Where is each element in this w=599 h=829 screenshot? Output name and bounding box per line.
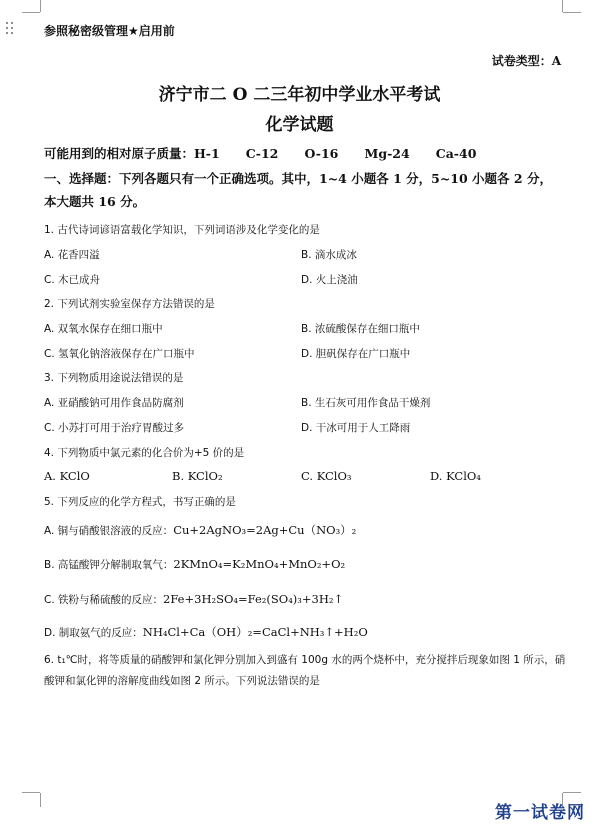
option-d: D. KClO₄ (430, 469, 481, 483)
section-heading: 一、选择题：下列各题只有一个正确选项。其中，1~4 小题各 1 分，5~10 小题各 2 分，本大题共 16 分。 (44, 171, 552, 209)
option-a: A. 亚硝酸钠可用作食品防腐剂 (44, 397, 184, 409)
crop-mark-bottom-left-v (40, 793, 41, 807)
crop-mark-top-right-h (563, 12, 581, 13)
option-b: B. 滴水成冰 (301, 249, 357, 261)
question-stem: 3. 下列物质用途说法错误的是 (44, 372, 184, 384)
option-b: B. 浓硫酸保存在细口瓶中 (301, 323, 420, 335)
chemical-equation: 2KMnO₄=K₂MnO₄+MnO₂+O₂ (173, 557, 346, 571)
chemical-equation: NH₄Cl+Ca（OH）₂=CaCl+NH₃↑+H₂O (142, 625, 368, 639)
option-label: B. 高锰酸钾分解制取氧气： (44, 559, 174, 571)
option-c: C. KClO₃ (301, 469, 352, 483)
crop-mark-top-left-v (40, 0, 41, 12)
option-c: C. 氢氧化钠溶液保存在广口瓶中 (44, 348, 195, 360)
option-a: A. 双氧水保存在细口瓶中 (44, 323, 163, 335)
option-label: C. 铁粉与稀硫酸的反应： (44, 594, 164, 606)
option-c: C. 小苏打可用于治疗胃酸过多 (44, 422, 185, 434)
option-b: B. KClO₂ (172, 469, 223, 483)
option-d: D. 火上浇油 (301, 274, 358, 286)
option-a: A. 花香四溢 (44, 249, 100, 261)
question-stem: 6. t₁℃时，将等质量的硝酸钾和氯化钾分别加入到盛有 100g 水的两个烧杯中，充分搅拌后现象如图 1 所示，硝酸钾和氯化钾的溶解度曲线如图 2 所示。下列说法错误的是 (44, 654, 566, 687)
watermark: 第一试卷网 (495, 803, 585, 823)
option-c: C. 木已成舟 (44, 274, 101, 286)
subject-title: 化学试题 (265, 115, 334, 135)
option-a (44, 522, 356, 538)
option-label: A. 铜与硝酸银溶液的反应： (44, 525, 174, 537)
option-d: D. 胆矾保存在广口瓶中 (301, 348, 411, 360)
chemical-equation: Cu+2AgNO₃=2Ag+Cu（NO₃）₂ (173, 523, 357, 537)
crop-mark-bottom-left-h (22, 792, 40, 793)
exam-title: 济宁市二 O 二三年初中学业水平考试 (158, 85, 441, 105)
question-stem: 5. 下列反应的化学方程式，书写正确的是 (44, 496, 236, 508)
crop-mark-top-right-v (562, 0, 563, 12)
security-note: 参照秘密级管理★启用前 (44, 24, 175, 38)
chemical-equation: 2Fe+3H₂SO₄=Fe₂(SO₄)₃+3H₂↑ (163, 592, 344, 606)
option-label: D. 制取氨气的反应： (44, 627, 143, 639)
option-a: A. KClO (44, 469, 90, 483)
crop-mark-top-left-h (22, 12, 40, 13)
paper-type: 试卷类型：A (491, 54, 561, 68)
option-b: B. 生石灰可用作食品干燥剂 (301, 397, 431, 409)
drag-handle-icon[interactable] (6, 22, 16, 38)
option-d (44, 624, 368, 640)
crop-mark-bottom-right-h (563, 792, 581, 793)
option-c (44, 592, 343, 607)
question-stem: 1. 古代诗词谚语富载化学知识，下列词语涉及化学变化的是 (44, 224, 320, 236)
option-b (44, 557, 345, 572)
atomic-mass-line: 可能用到的相对原子质量：H-1 C-12 O-16 Mg-24 Ca-40 (44, 146, 477, 161)
option-d: D. 干冰可用于人工降雨 (301, 422, 411, 434)
question-stem: 4. 下列物质中氯元素的化合价为+5 价的是 (44, 447, 245, 459)
question-stem: 2. 下列试剂实验室保存方法错误的是 (44, 298, 215, 310)
